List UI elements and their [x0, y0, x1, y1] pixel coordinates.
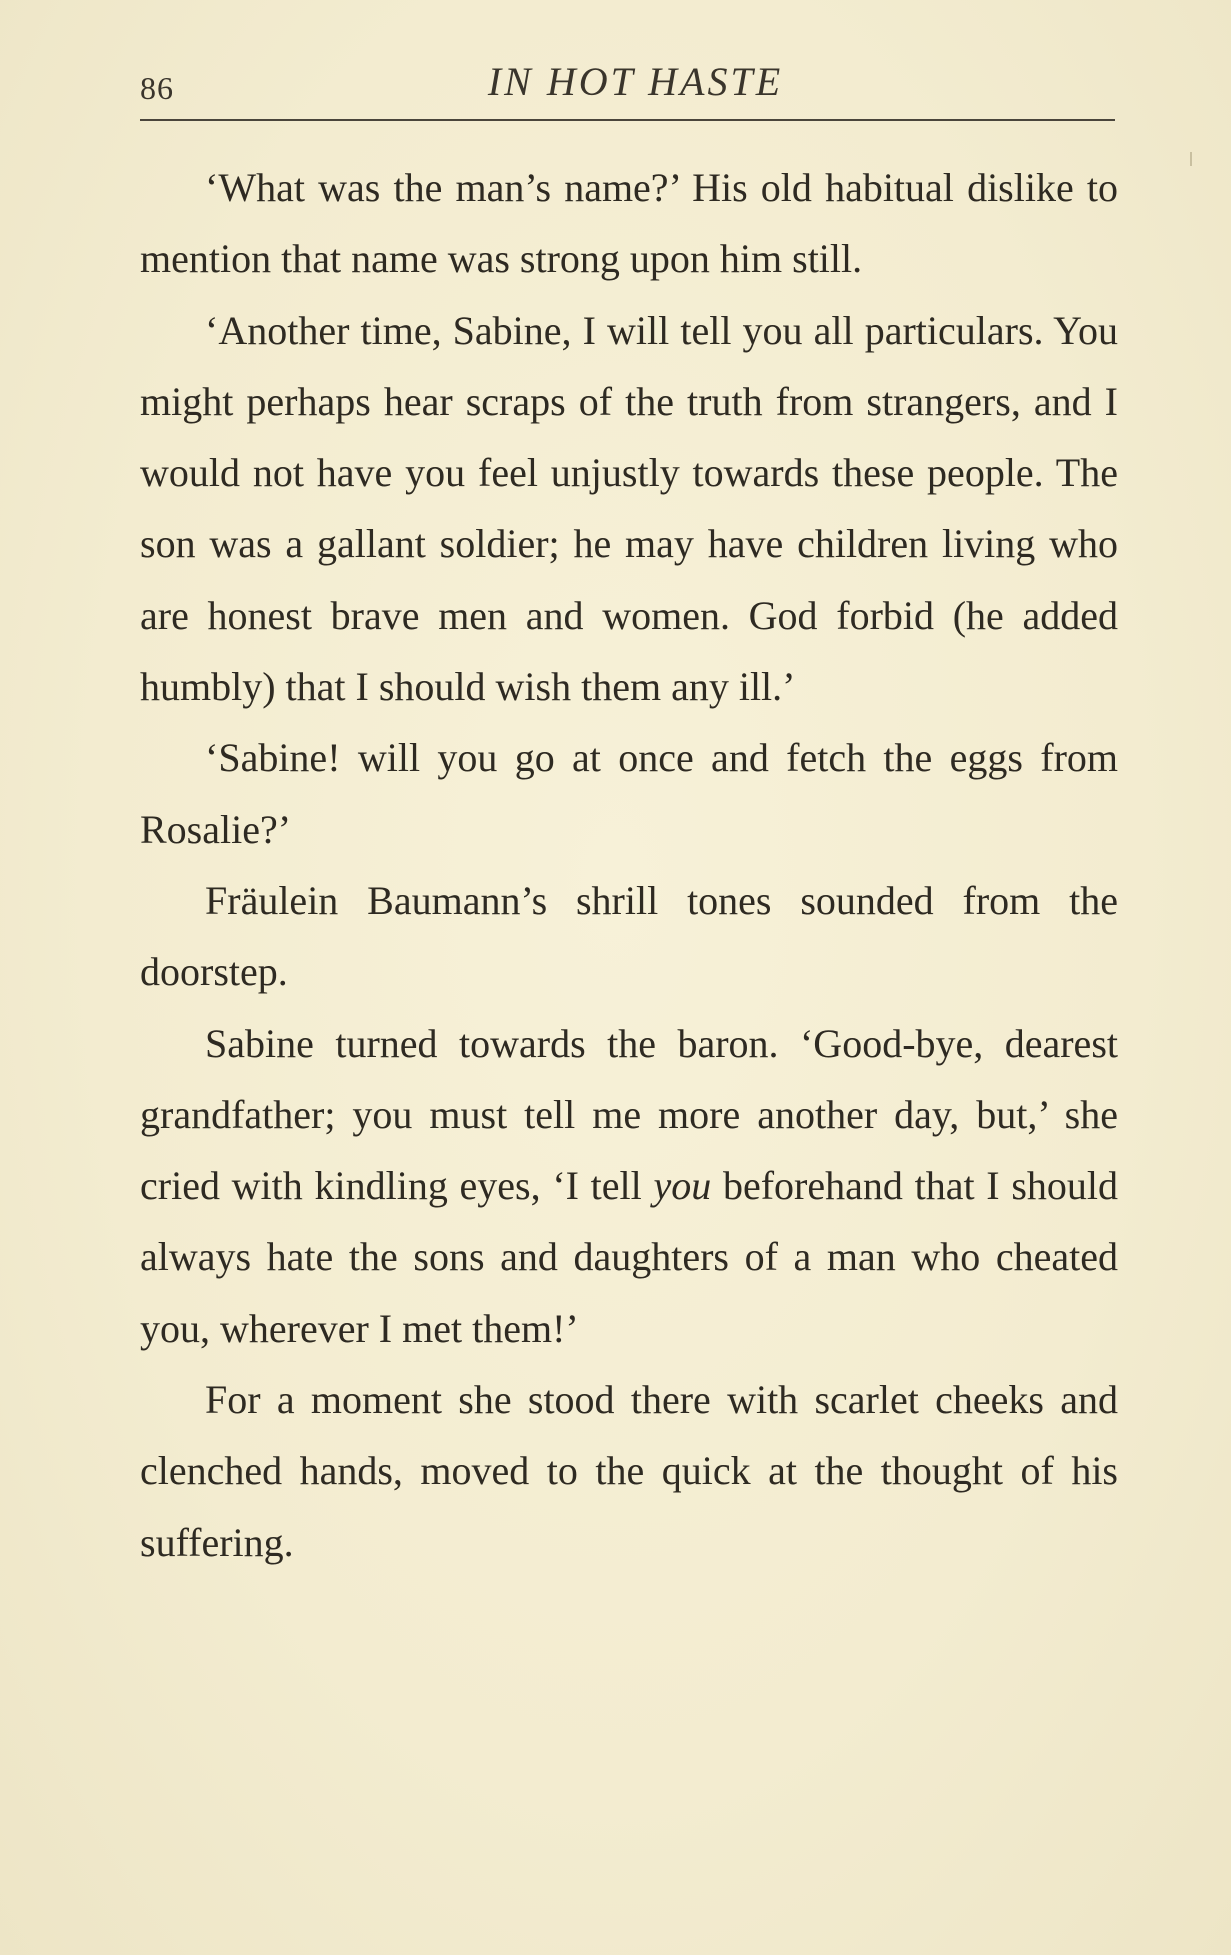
paragraph: ‘Sabine! will you go at once and fetch the eggs from Rosalie?’ [140, 735, 1118, 852]
page-number: 86 [140, 70, 174, 106]
paragraph: Fräulein Baumann’s shrill tones sounded from the doorstep. [140, 877, 1118, 995]
body-text [140, 152, 1118, 1578]
paragraph-text: Sabine turned towards the baron. ‘Good-bye, dearest grandfather; you must tell me more another day, but,’ she cried with kindling eyes, ‘I tell [140, 1020, 1118, 1209]
paragraph-text-continued: beforehand that I should always hate the sons and daughters of a man who cheated you, wherever I met them!’ [140, 1163, 1119, 1351]
paragraph: ‘Another time, Sabine, I will tell you all particulars. You might perhaps hear scraps of the truth from strangers, and I would not have you feel unjustly towards these people. The son was a gallant soldier; he may have children living who are honest brave men and women. God forbid (he added humbly) that I should wish them any ill.’ [140, 307, 1118, 710]
paragraph: For a moment she stood there with scarlet cheeks and clenched hands, moved to the quick at the thought of his suffering. [140, 1377, 1118, 1565]
running-title: IN HOT HASTE [487, 59, 784, 104]
paragraph: ‘What was the man’s name?’ His old habitual dislike to mention that name was strong upon him still. [140, 165, 1118, 282]
running-head [0, 0, 1231, 120]
margin-mark [1190, 152, 1192, 166]
emphasized-word: you [653, 1163, 712, 1209]
header-rule [140, 119, 1115, 121]
paragraph [140, 1008, 1118, 1364]
